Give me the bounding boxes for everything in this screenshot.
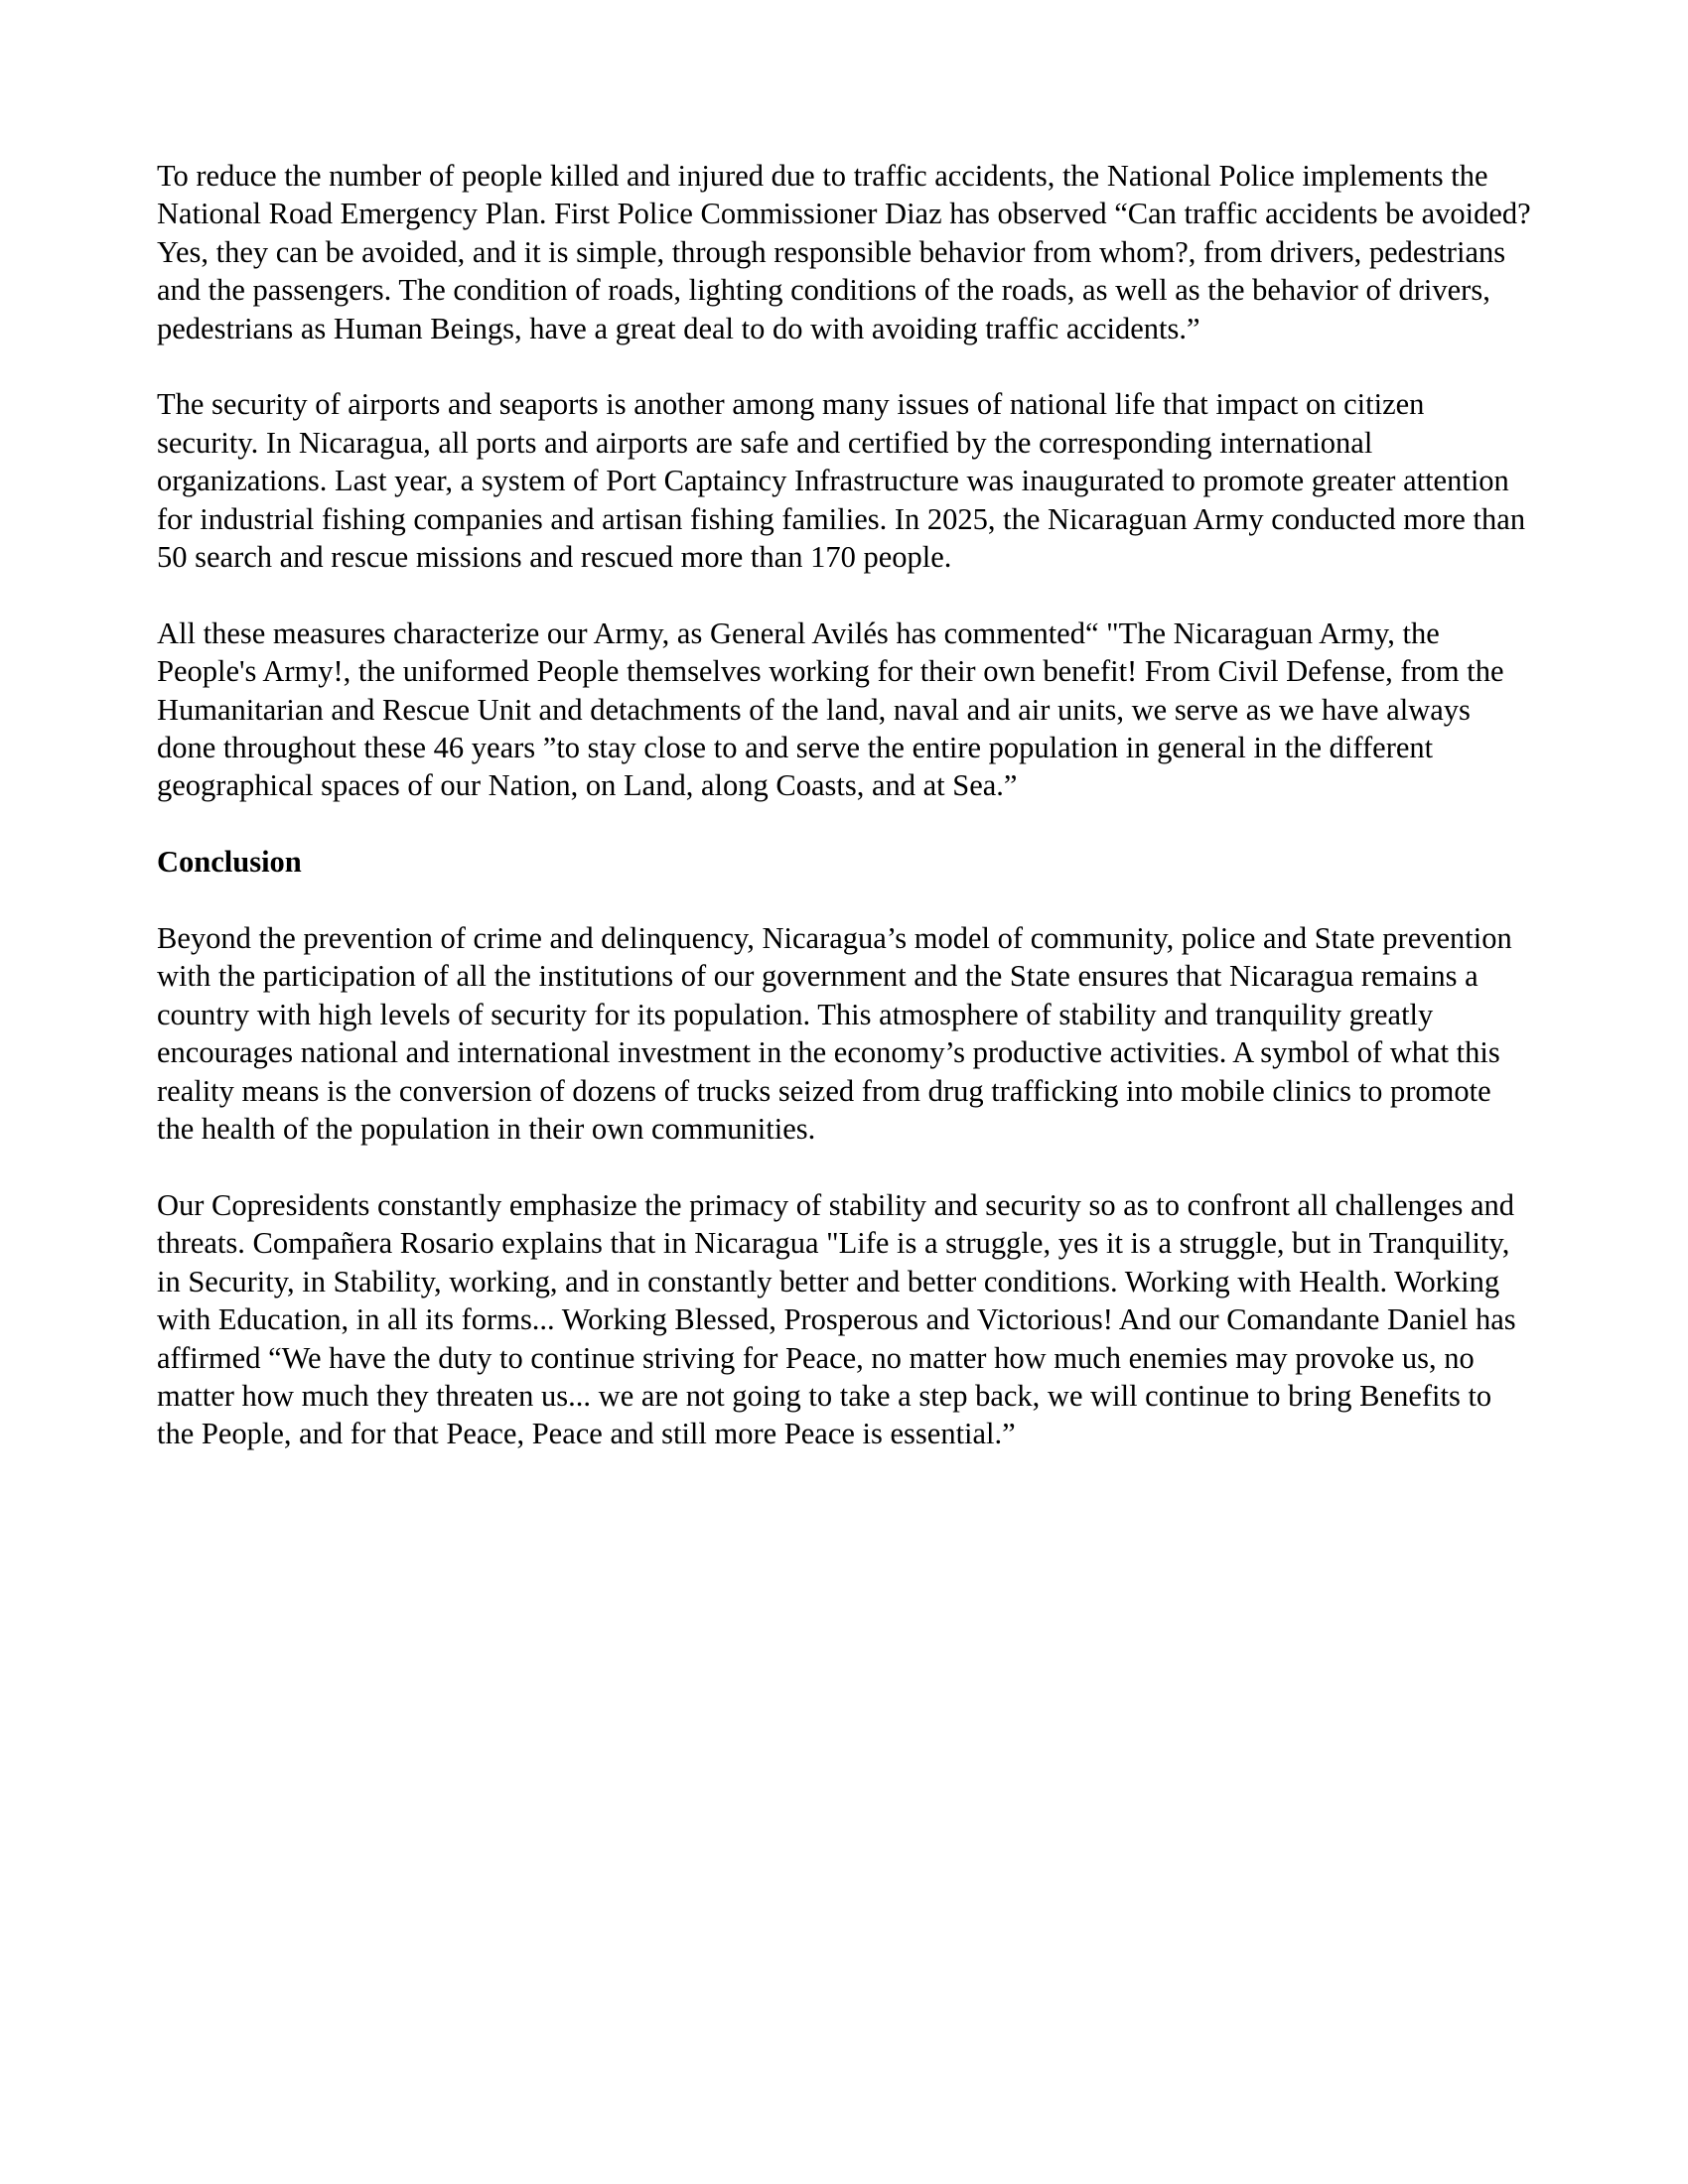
paragraph-traffic-accidents: To reduce the number of people killed and injured due to traffic accidents, the National Police implements the National Road Emergency Plan. First Police Commissioner Diaz has observed “Can traffic accidents be avoided? Yes, they can be avoided, and it is simple, through responsible behavior from whom?, from drivers, pedestrians and the passengers. The condition of roads, lighting conditions of the roads, as well as the behavior of drivers, pedestrians as Human Beings, have a great deal to do with avoiding traffic accidents.” — [157, 159, 1531, 345]
paragraph-airports-seaports: The security of airports and seaports is another among many issues of national life that impact on citizen security. In Nicaragua, all ports and airports are safe and certified by the corresponding international organizations. Last year, a system of Port Captaincy Infrastructure was inaugurated to promote greater attention for industrial fishing companies and artisan fishing families. In 2025, the Nicaraguan Army conducted more than 50 search and rescue missions and rescued more than 170 people. — [157, 387, 1526, 575]
section-heading-conclusion: Conclusion — [157, 845, 302, 880]
paragraph-conclusion-model: Beyond the prevention of crime and delinquency, Nicaragua’s model of community, police and State prevention with the participation of all the institutions of our government and the State ensures that Nicaragua remains a country with high levels of security for its population. This atmosphere of stability and tranquility greatly encourages national and international investment in the economy’s productive activities. A symbol of what this reality means is the conversion of dozens of trucks seized from drug trafficking into mobile clinics to promote the health of the population in their own communities. — [157, 921, 1512, 1147]
paragraph-army: All these measures characterize our Army, as General Avilés has commented“ "The Nicaraguan Army, the People's Army!, the uniformed People themselves working for their own benefit! From Civil Defense, from the Humanitarian and Rescue Unit and detachments of the land, naval and air units, we serve as we have always done throughout these 46 years ”to stay close to and serve the entire population in general in the different geographical spaces of our Nation, on Land, along Coasts, and at Sea.” — [157, 615, 1504, 803]
document-body — [157, 157, 1532, 1491]
paragraph-copresidents: Our Copresidents constantly emphasize the primacy of stability and security so as to confront all challenges and threats. Compañera Rosario explains that in Nicaragua "Life is a struggle, yes it is a struggle, but in Tranquility, in Security, in Stability, working, and in constantly better and better conditions. Working with Health. Working with Education, in all its forms... Working Blessed, Prosperous and Victorious! And our Comandante Daniel has affirmed “We have the duty to continue striving for Peace, no matter how much enemies may provoke us, no matter how much they threaten us... we are not going to take a step back, we will continue to bring Benefits to the People, and for that Peace, Peace and still more Peace is essential.” — [157, 1187, 1516, 1451]
